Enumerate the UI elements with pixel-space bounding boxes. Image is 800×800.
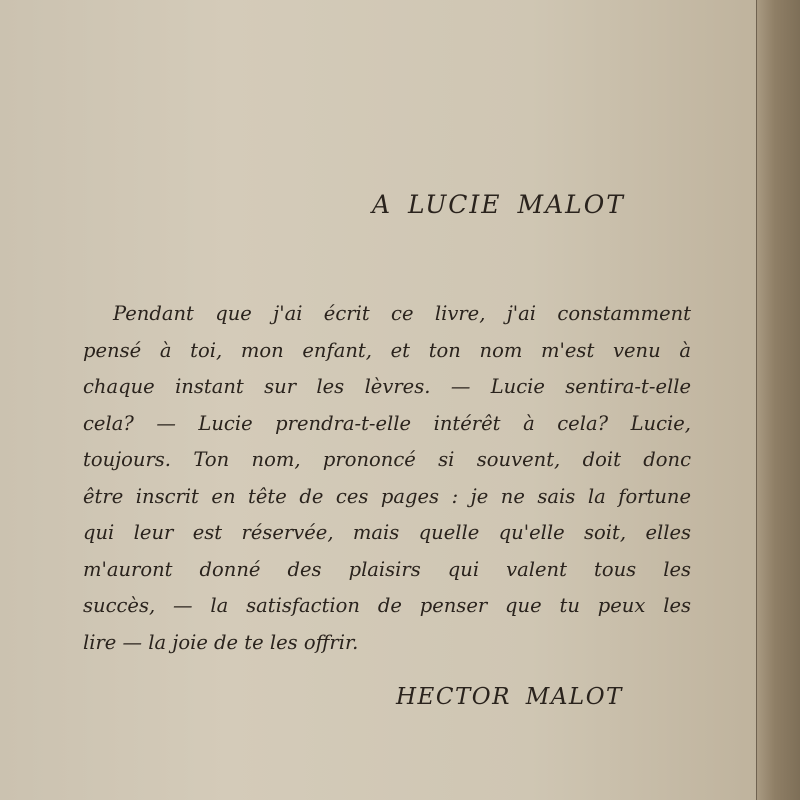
body-line: pensé à toi, mon enfant, et ton nom m'est venu à (83, 338, 691, 362)
body-line: toujours. Ton nom, prononcé si souvent, doit donc (83, 448, 691, 471)
body-line: chaque instant sur les lèvres. — Lucie sentira-t-elle (83, 375, 691, 398)
body-line: succès, — la satisfaction de penser que tu peux les (83, 594, 691, 617)
dedication-body (83, 296, 691, 661)
body-line: qui leur est réservée, mais quelle qu'elle soit, elles (83, 521, 691, 544)
body-line: cela? — Lucie prendra-t-elle intérêt à cela? Lucie, (83, 411, 691, 435)
page-edge (756, 0, 800, 800)
body-line: être inscrit en tête de ces pages : je ne sais la fortune (83, 484, 691, 508)
dedication-heading: A LUCIE MALOT (372, 190, 625, 219)
body-line: lire — la joie de te les offrir. (83, 630, 359, 654)
body-line: m'auront donné des plaisirs qui valent tous les (83, 557, 691, 581)
body-line: Pendant que j'ai écrit ce livre, j'ai constamment (113, 302, 691, 325)
author-signature: HECTOR MALOT (396, 684, 623, 710)
